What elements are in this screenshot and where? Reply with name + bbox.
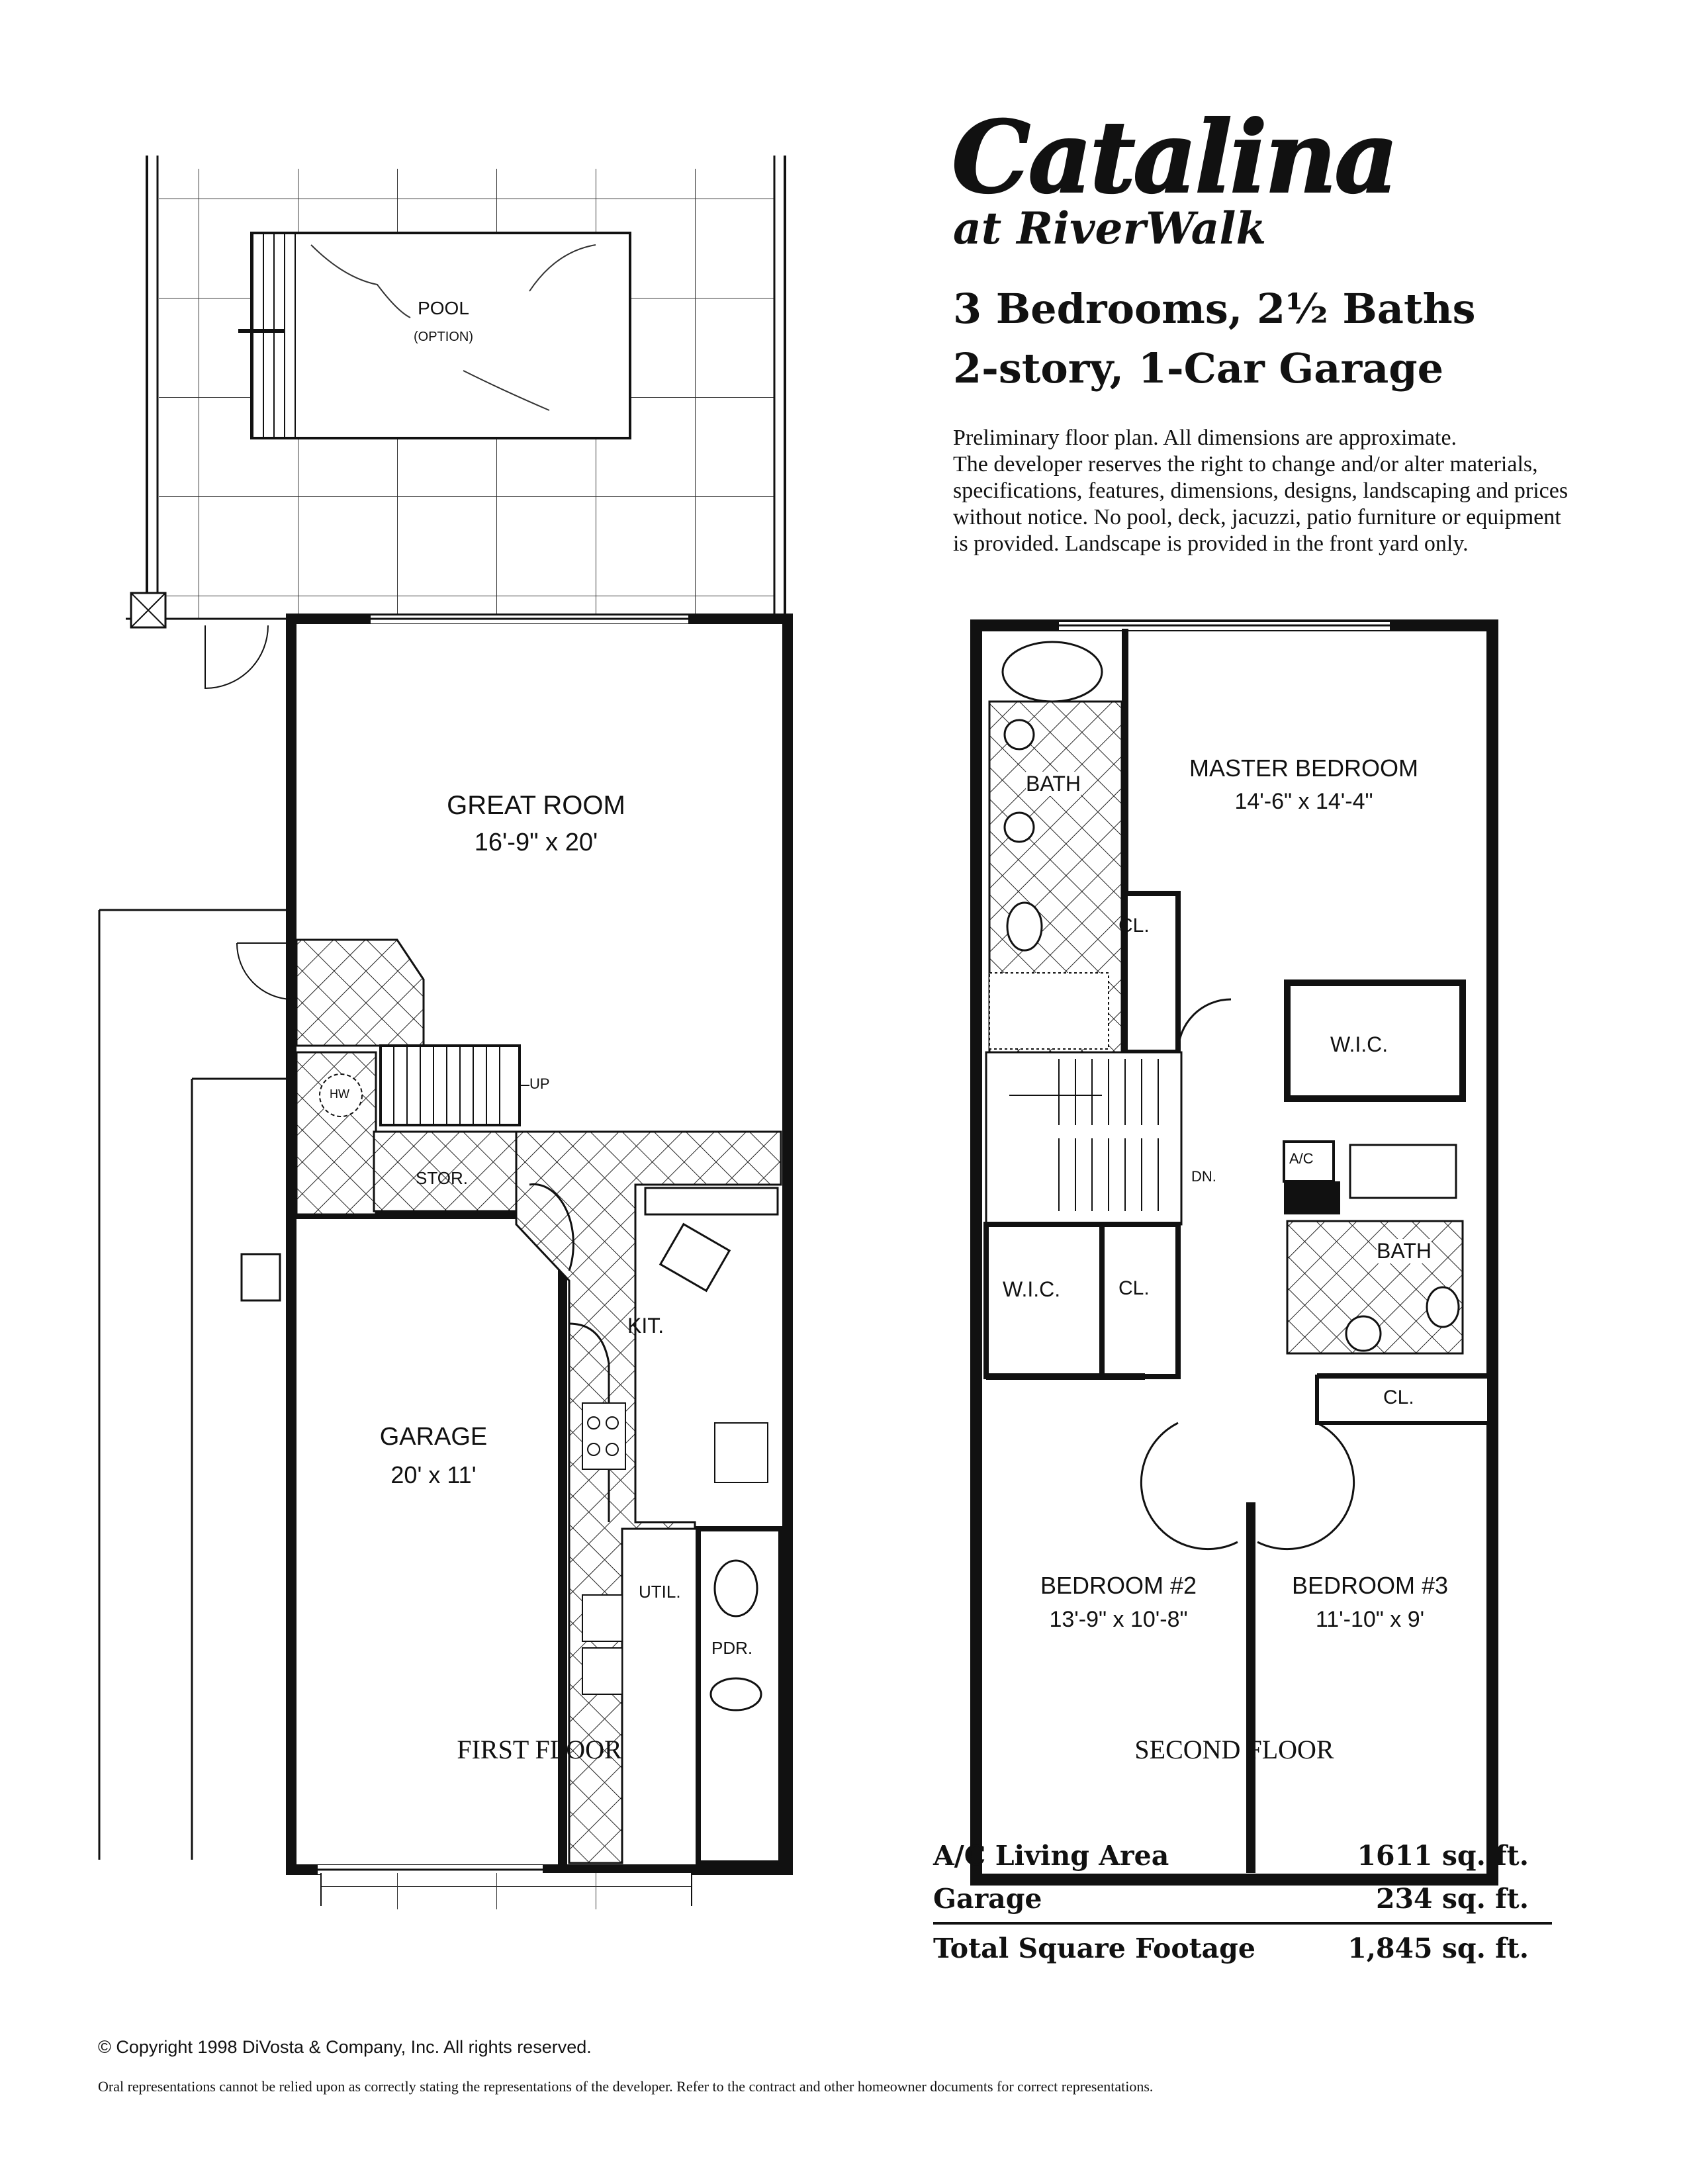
disclaimer-line: The developer reserves the right to change and/or alter materials, bbox=[953, 452, 1538, 477]
area-row-total bbox=[933, 1933, 1529, 1964]
disclaimer-text bbox=[953, 425, 1621, 557]
wic-label-2: W.I.C. bbox=[1003, 1277, 1061, 1301]
disclaimer-line: without notice. No pool, deck, jacuzzi, patio furniture or equipment bbox=[953, 505, 1561, 529]
disclaimer-line: Preliminary floor plan. All dimensions are approximate. bbox=[953, 426, 1457, 450]
copyright-notice: © Copyright 1998 DiVosta & Company, Inc. All rights reserved. bbox=[98, 2037, 592, 2057]
bath-2-label: BATH bbox=[1377, 1239, 1432, 1263]
up-label: UP bbox=[529, 1075, 550, 1092]
closet-label-1: CL. bbox=[1118, 915, 1150, 936]
bedroom-2-dims: 13'-9" x 10'-8" bbox=[1049, 1607, 1188, 1632]
pool-option-label: (OPTION) bbox=[414, 330, 473, 344]
kit-label: KIT. bbox=[627, 1314, 664, 1338]
ac-label: A/C bbox=[1289, 1150, 1314, 1167]
area-value: 1611 sq. ft. bbox=[1357, 1840, 1529, 1872]
disclaimer-line: specifications, features, dimensions, designs, landscaping and prices bbox=[953, 478, 1569, 503]
spec-bedrooms-baths: 3 Bedrooms, 2½ Baths bbox=[953, 285, 1476, 333]
master-bath-label: BATH bbox=[1026, 772, 1081, 796]
spec-stories-garage: 2-story, 1-Car Garage bbox=[953, 344, 1444, 392]
area-label: Garage bbox=[933, 1883, 1042, 1915]
area-value: 1,845 sq. ft. bbox=[1347, 1933, 1529, 1964]
community-subtitle: at RiverWalk bbox=[953, 203, 1267, 254]
bedroom-3-label: BEDROOM #3 bbox=[1291, 1572, 1449, 1599]
closet-label-3: CL. bbox=[1383, 1387, 1414, 1408]
area-row-living bbox=[933, 1840, 1529, 1872]
garage-dims: 20' x 11' bbox=[390, 1461, 477, 1488]
total-divider bbox=[933, 1922, 1552, 1925]
bedroom-2-label: BEDROOM #2 bbox=[1040, 1572, 1197, 1599]
master-bedroom-dims: 14'-6" x 14'-4" bbox=[1234, 789, 1373, 814]
pdr-label: PDR. bbox=[711, 1638, 753, 1658]
area-value: 234 sq. ft. bbox=[1375, 1883, 1529, 1915]
wic-label-1: W.I.C. bbox=[1330, 1032, 1389, 1056]
area-label: A/C Living Area bbox=[933, 1840, 1169, 1872]
disclaimer-line: is provided. Landscape is provided in the front yard only. bbox=[953, 531, 1469, 556]
area-row-garage bbox=[933, 1883, 1529, 1915]
master-bedroom-label: MASTER BEDROOM bbox=[1189, 754, 1419, 782]
dn-label: DN. bbox=[1191, 1168, 1216, 1185]
area-label: Total Square Footage bbox=[933, 1933, 1255, 1964]
hw-label: HW bbox=[330, 1087, 349, 1101]
oral-representations-note: Oral representations cannot be relied upon as correctly stating the representations of the developer. Refer to the contract and other homeowner documents for correct representations. bbox=[98, 2078, 1154, 2095]
garage-label: GARAGE bbox=[379, 1423, 488, 1451]
great-room-label: GREAT ROOM bbox=[447, 791, 625, 820]
pool-label: POOL bbox=[418, 298, 469, 318]
first-floor-caption: FIRST FLOOR bbox=[457, 1735, 622, 1764]
util-label: UTIL. bbox=[639, 1582, 681, 1602]
closet-label-2: CL. bbox=[1118, 1277, 1150, 1299]
bedroom-3-dims: 11'-10" x 9' bbox=[1315, 1607, 1425, 1632]
model-title: Catalina bbox=[952, 99, 1396, 216]
great-room-dims: 16'-9" x 20' bbox=[474, 829, 598, 856]
second-floor-caption: SECOND FLOOR bbox=[1134, 1735, 1334, 1764]
stor-label: STOR. bbox=[416, 1168, 468, 1188]
